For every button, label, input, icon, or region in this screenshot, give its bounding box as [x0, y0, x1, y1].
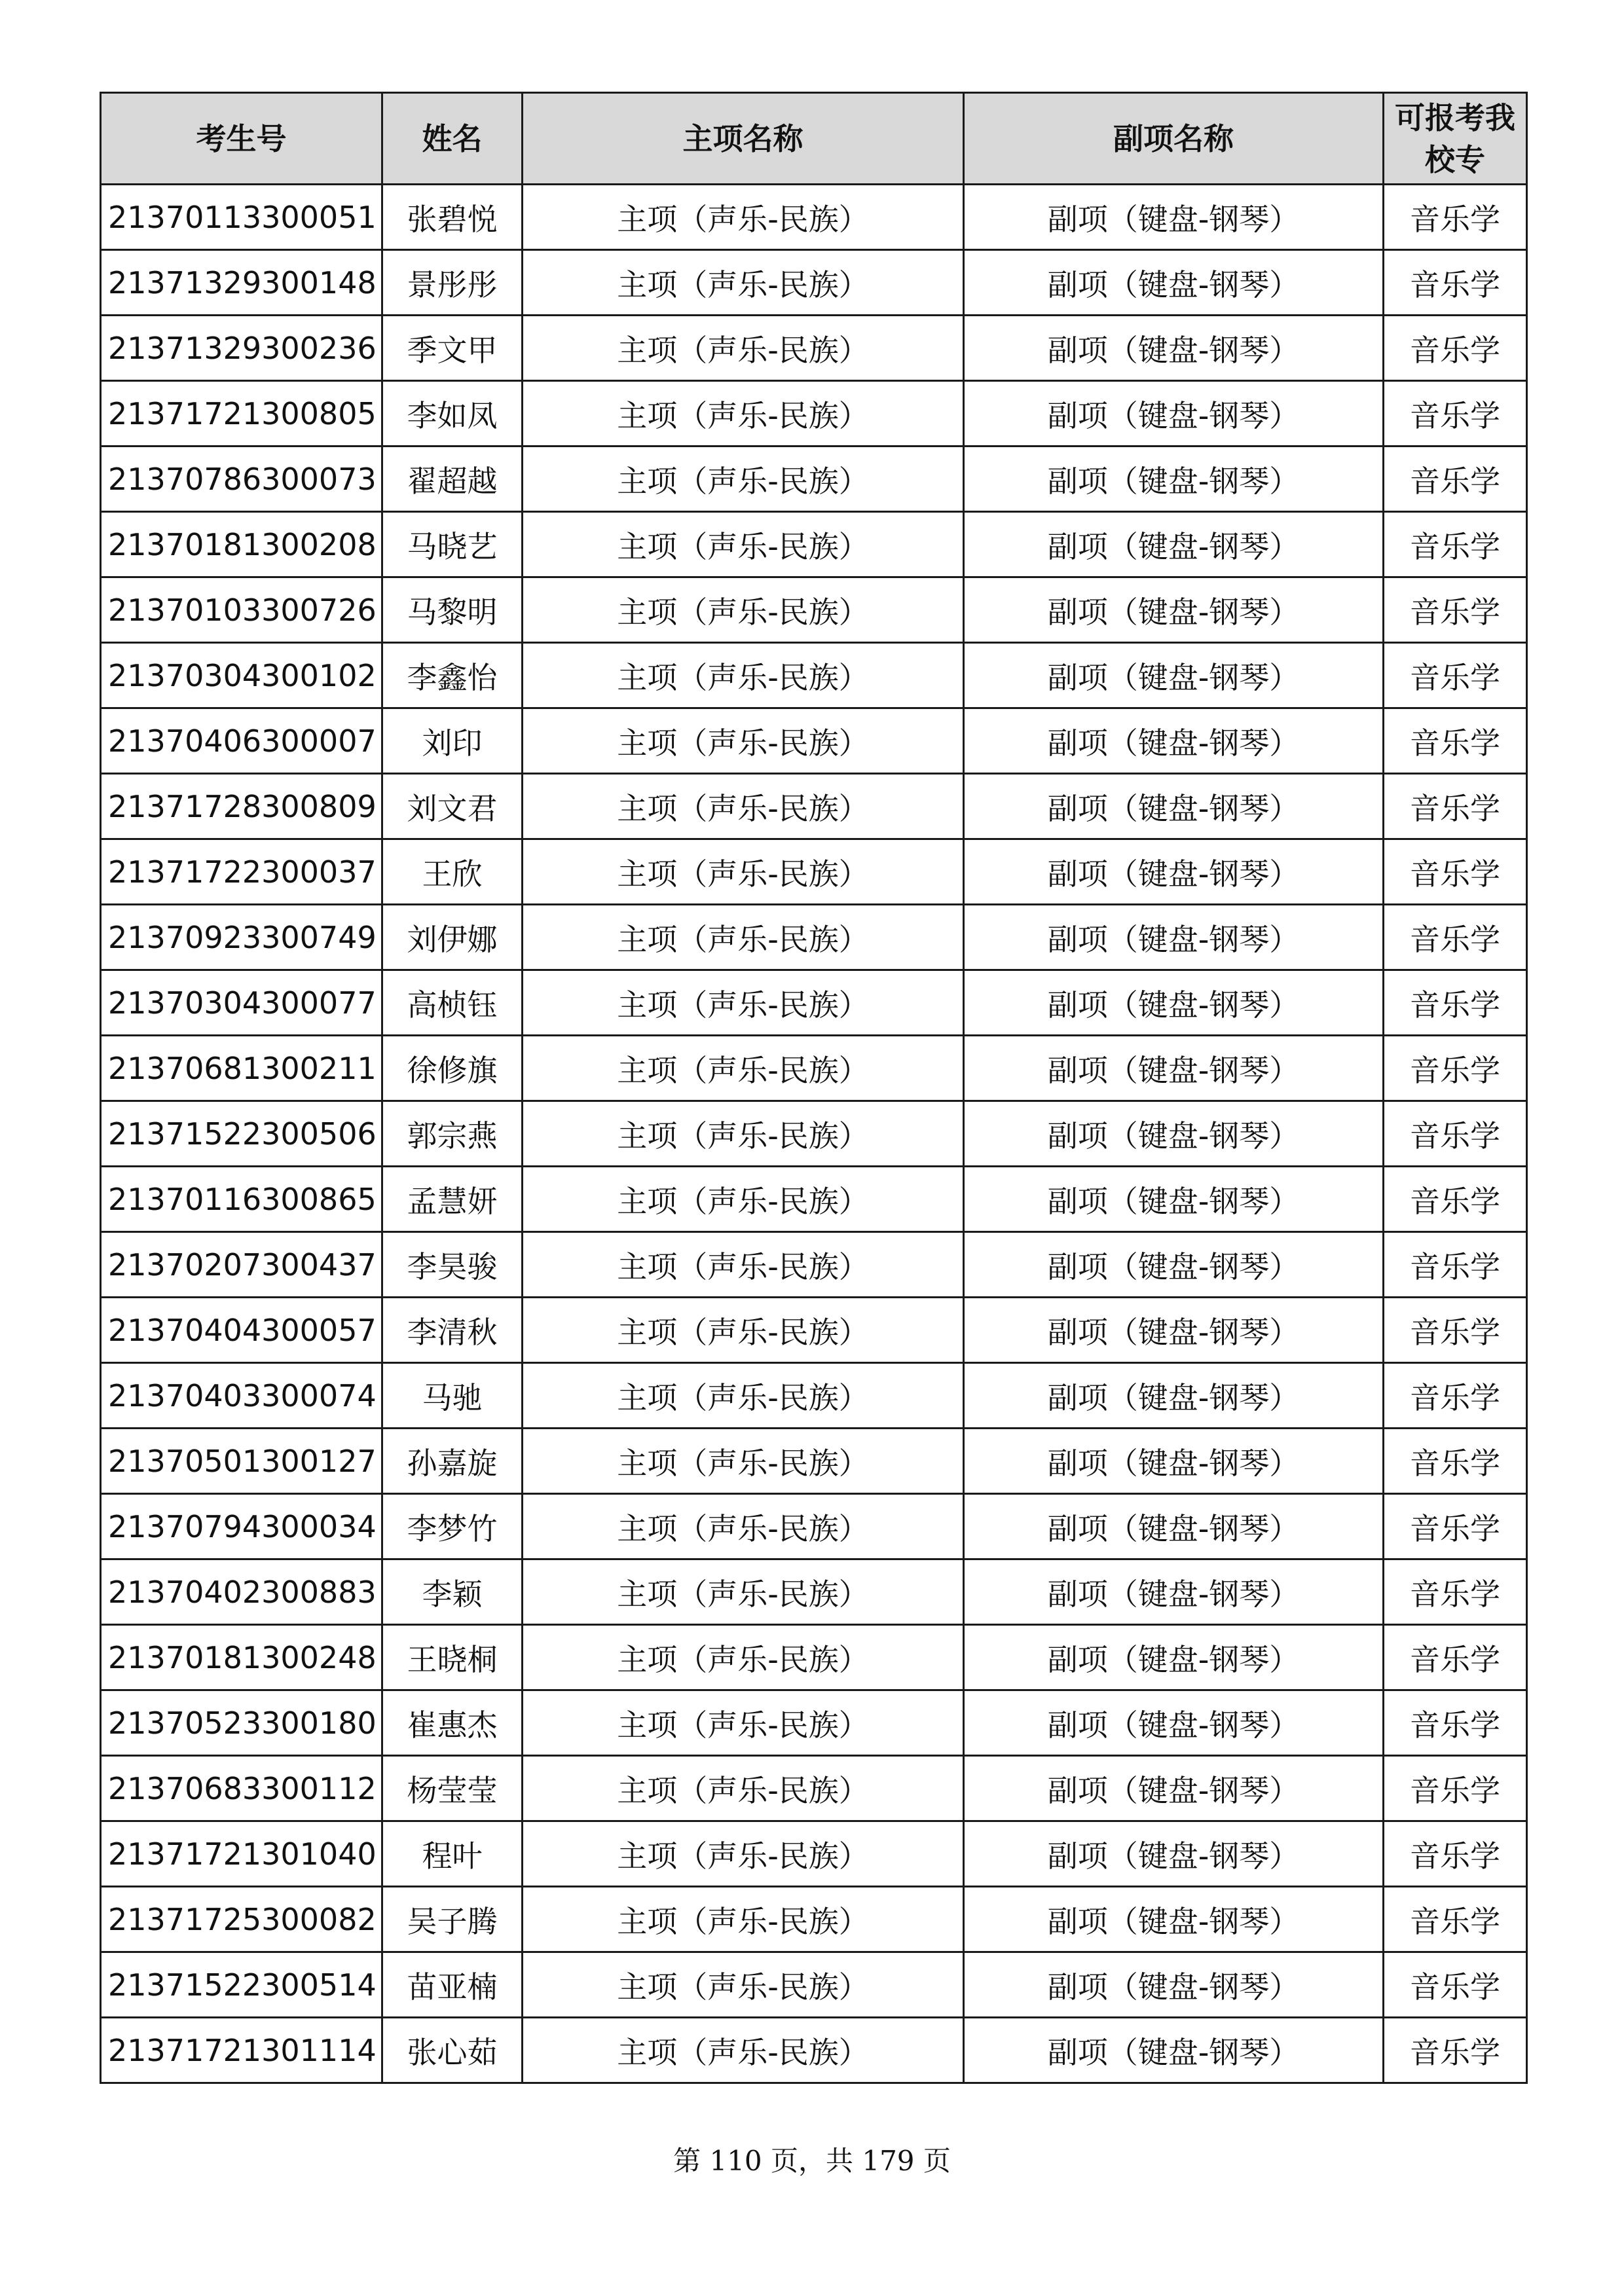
cell-major-item: 主项（声乐-民族）: [523, 577, 964, 643]
table-row: [101, 1821, 1527, 1887]
cell-eligible-major: 音乐学: [1384, 185, 1527, 250]
cell-exam-number: 21370683300112: [101, 1756, 382, 1821]
cell-eligible-major: 音乐学: [1384, 774, 1527, 839]
page-footer: [0, 2140, 1624, 2179]
cell-exam-number: 21371329300148: [101, 250, 382, 316]
cell-major-item: 主项（声乐-民族）: [523, 970, 964, 1036]
cell-minor-item: 副项（键盘-钢琴）: [964, 839, 1384, 905]
cell-eligible-major: 音乐学: [1384, 1887, 1527, 1952]
cell-eligible-major: 音乐学: [1384, 1298, 1527, 1363]
cell-eligible-major: 音乐学: [1384, 1756, 1527, 1821]
cell-exam-number: 21371728300809: [101, 774, 382, 839]
cell-exam-number: 21370501300127: [101, 1429, 382, 1494]
cell-minor-item: 副项（键盘-钢琴）: [964, 970, 1384, 1036]
cell-major-item: 主项（声乐-民族）: [523, 250, 964, 316]
cell-exam-number: 21370404300057: [101, 1298, 382, 1363]
cell-minor-item: 副项（键盘-钢琴）: [964, 1232, 1384, 1298]
cell-major-item: 主项（声乐-民族）: [523, 1363, 964, 1429]
header-name: 姓名: [382, 93, 523, 185]
table-row: [101, 708, 1527, 774]
cell-name: 程叶: [382, 1821, 523, 1887]
cell-name: 张碧悦: [382, 185, 523, 250]
cell-exam-number: 21370116300865: [101, 1167, 382, 1232]
cell-major-item: 主项（声乐-民族）: [523, 2018, 964, 2083]
cell-minor-item: 副项（键盘-钢琴）: [964, 512, 1384, 577]
table-header: [101, 93, 1527, 185]
cell-name: 刘印: [382, 708, 523, 774]
cell-name: 李颖: [382, 1559, 523, 1625]
cell-major-item: 主项（声乐-民族）: [523, 708, 964, 774]
cell-eligible-major: 音乐学: [1384, 1690, 1527, 1756]
cell-major-item: 主项（声乐-民族）: [523, 1690, 964, 1756]
cell-eligible-major: 音乐学: [1384, 2018, 1527, 2083]
cell-eligible-major: 音乐学: [1384, 643, 1527, 708]
cell-major-item: 主项（声乐-民族）: [523, 839, 964, 905]
applicant-table: [100, 92, 1528, 2084]
cell-eligible-major: 音乐学: [1384, 1036, 1527, 1101]
table-row: [101, 250, 1527, 316]
cell-name: 高桢钰: [382, 970, 523, 1036]
cell-eligible-major: 音乐学: [1384, 250, 1527, 316]
cell-minor-item: 副项（键盘-钢琴）: [964, 1101, 1384, 1167]
document-page: [100, 92, 1526, 2084]
cell-major-item: 主项（声乐-民族）: [523, 1429, 964, 1494]
cell-name: 季文甲: [382, 316, 523, 381]
cell-exam-number: 21371721301114: [101, 2018, 382, 2083]
cell-name: 苗亚楠: [382, 1952, 523, 2018]
cell-eligible-major: 音乐学: [1384, 1494, 1527, 1559]
cell-minor-item: 副项（键盘-钢琴）: [964, 1887, 1384, 1952]
cell-minor-item: 副项（键盘-钢琴）: [964, 1429, 1384, 1494]
cell-exam-number: 21370794300034: [101, 1494, 382, 1559]
table-row: [101, 577, 1527, 643]
cell-eligible-major: 音乐学: [1384, 1625, 1527, 1690]
cell-minor-item: 副项（键盘-钢琴）: [964, 1167, 1384, 1232]
cell-exam-number: 21370181300248: [101, 1625, 382, 1690]
table-row: [101, 1036, 1527, 1101]
cell-major-item: 主项（声乐-民族）: [523, 1232, 964, 1298]
cell-minor-item: 副项（键盘-钢琴）: [964, 1559, 1384, 1625]
cell-name: 李清秋: [382, 1298, 523, 1363]
cell-name: 马晓艺: [382, 512, 523, 577]
cell-minor-item: 副项（键盘-钢琴）: [964, 381, 1384, 446]
cell-major-item: 主项（声乐-民族）: [523, 1559, 964, 1625]
page-number-text: 第 110 页，共 179 页: [673, 2145, 951, 2177]
cell-eligible-major: 音乐学: [1384, 1232, 1527, 1298]
cell-name: 马黎明: [382, 577, 523, 643]
cell-eligible-major: 音乐学: [1384, 1821, 1527, 1887]
header-major-item: 主项名称: [523, 93, 964, 185]
cell-exam-number: 21370403300074: [101, 1363, 382, 1429]
table-row: [101, 839, 1527, 905]
table-row: [101, 1887, 1527, 1952]
cell-minor-item: 副项（键盘-钢琴）: [964, 1690, 1384, 1756]
cell-name: 景彤彤: [382, 250, 523, 316]
cell-minor-item: 副项（键盘-钢琴）: [964, 774, 1384, 839]
header-row: [101, 93, 1527, 185]
cell-eligible-major: 音乐学: [1384, 1167, 1527, 1232]
cell-name: 李鑫怡: [382, 643, 523, 708]
cell-name: 翟超越: [382, 446, 523, 512]
cell-major-item: 主项（声乐-民族）: [523, 1167, 964, 1232]
cell-name: 李昊骏: [382, 1232, 523, 1298]
table-row: [101, 905, 1527, 970]
cell-major-item: 主项（声乐-民族）: [523, 512, 964, 577]
cell-major-item: 主项（声乐-民族）: [523, 774, 964, 839]
cell-exam-number: 21371721300805: [101, 381, 382, 446]
cell-minor-item: 副项（键盘-钢琴）: [964, 316, 1384, 381]
cell-name: 吴子腾: [382, 1887, 523, 1952]
table-row: [101, 1690, 1527, 1756]
table-row: [101, 1756, 1527, 1821]
table-row: [101, 185, 1527, 250]
cell-exam-number: 21371725300082: [101, 1887, 382, 1952]
cell-eligible-major: 音乐学: [1384, 381, 1527, 446]
cell-exam-number: 21370786300073: [101, 446, 382, 512]
cell-exam-number: 21371522300506: [101, 1101, 382, 1167]
cell-minor-item: 副项（键盘-钢琴）: [964, 1952, 1384, 2018]
cell-name: 刘伊娜: [382, 905, 523, 970]
table-row: [101, 1429, 1527, 1494]
cell-eligible-major: 音乐学: [1384, 970, 1527, 1036]
cell-eligible-major: 音乐学: [1384, 708, 1527, 774]
cell-exam-number: 21370181300208: [101, 512, 382, 577]
cell-exam-number: 21370103300726: [101, 577, 382, 643]
cell-major-item: 主项（声乐-民族）: [523, 905, 964, 970]
cell-eligible-major: 音乐学: [1384, 1559, 1527, 1625]
cell-major-item: 主项（声乐-民族）: [523, 1821, 964, 1887]
header-exam-number: 考生号: [101, 93, 382, 185]
cell-exam-number: 21370207300437: [101, 1232, 382, 1298]
cell-name: 杨莹莹: [382, 1756, 523, 1821]
cell-minor-item: 副项（键盘-钢琴）: [964, 1494, 1384, 1559]
cell-minor-item: 副项（键盘-钢琴）: [964, 643, 1384, 708]
cell-minor-item: 副项（键盘-钢琴）: [964, 1363, 1384, 1429]
cell-eligible-major: 音乐学: [1384, 577, 1527, 643]
table-row: [101, 1101, 1527, 1167]
cell-exam-number: 21370406300007: [101, 708, 382, 774]
cell-exam-number: 21370113300051: [101, 185, 382, 250]
table-row: [101, 774, 1527, 839]
cell-exam-number: 21370304300077: [101, 970, 382, 1036]
table-row: [101, 1363, 1527, 1429]
cell-minor-item: 副项（键盘-钢琴）: [964, 2018, 1384, 2083]
cell-minor-item: 副项（键盘-钢琴）: [964, 250, 1384, 316]
table-row: [101, 446, 1527, 512]
header-eligible-major: 可报考我校专: [1384, 93, 1527, 185]
cell-exam-number: 21371722300037: [101, 839, 382, 905]
cell-exam-number: 21370923300749: [101, 905, 382, 970]
table-row: [101, 316, 1527, 381]
cell-exam-number: 21370681300211: [101, 1036, 382, 1101]
cell-eligible-major: 音乐学: [1384, 1429, 1527, 1494]
table-row: [101, 512, 1527, 577]
table-row: [101, 643, 1527, 708]
cell-major-item: 主项（声乐-民族）: [523, 1625, 964, 1690]
cell-minor-item: 副项（键盘-钢琴）: [964, 1821, 1384, 1887]
table-row: [101, 1952, 1527, 2018]
cell-major-item: 主项（声乐-民族）: [523, 1298, 964, 1363]
cell-eligible-major: 音乐学: [1384, 839, 1527, 905]
cell-major-item: 主项（声乐-民族）: [523, 1887, 964, 1952]
cell-minor-item: 副项（键盘-钢琴）: [964, 1298, 1384, 1363]
cell-exam-number: 21371721301040: [101, 1821, 382, 1887]
cell-name: 孟慧妍: [382, 1167, 523, 1232]
cell-minor-item: 副项（键盘-钢琴）: [964, 905, 1384, 970]
table-row: [101, 970, 1527, 1036]
cell-exam-number: 21371522300514: [101, 1952, 382, 2018]
table-body: [101, 185, 1527, 2083]
cell-minor-item: 副项（键盘-钢琴）: [964, 185, 1384, 250]
cell-exam-number: 21370402300883: [101, 1559, 382, 1625]
cell-minor-item: 副项（键盘-钢琴）: [964, 1625, 1384, 1690]
cell-name: 张心茹: [382, 2018, 523, 2083]
cell-name: 马驰: [382, 1363, 523, 1429]
cell-name: 李梦竹: [382, 1494, 523, 1559]
cell-eligible-major: 音乐学: [1384, 512, 1527, 577]
cell-minor-item: 副项（键盘-钢琴）: [964, 446, 1384, 512]
table-row: [101, 1298, 1527, 1363]
cell-major-item: 主项（声乐-民族）: [523, 643, 964, 708]
cell-name: 徐修旗: [382, 1036, 523, 1101]
cell-minor-item: 副项（键盘-钢琴）: [964, 577, 1384, 643]
cell-minor-item: 副项（键盘-钢琴）: [964, 1756, 1384, 1821]
cell-eligible-major: 音乐学: [1384, 316, 1527, 381]
cell-name: 王晓桐: [382, 1625, 523, 1690]
table-row: [101, 1559, 1527, 1625]
cell-major-item: 主项（声乐-民族）: [523, 1494, 964, 1559]
cell-exam-number: 21371329300236: [101, 316, 382, 381]
cell-eligible-major: 音乐学: [1384, 905, 1527, 970]
cell-major-item: 主项（声乐-民族）: [523, 1756, 964, 1821]
table-row: [101, 1625, 1527, 1690]
cell-name: 孙嘉旋: [382, 1429, 523, 1494]
cell-eligible-major: 音乐学: [1384, 446, 1527, 512]
table-row: [101, 381, 1527, 446]
header-minor-item: 副项名称: [964, 93, 1384, 185]
cell-exam-number: 21370304300102: [101, 643, 382, 708]
cell-major-item: 主项（声乐-民族）: [523, 1101, 964, 1167]
cell-eligible-major: 音乐学: [1384, 1363, 1527, 1429]
cell-major-item: 主项（声乐-民族）: [523, 446, 964, 512]
cell-name: 郭宗燕: [382, 1101, 523, 1167]
cell-minor-item: 副项（键盘-钢琴）: [964, 708, 1384, 774]
cell-name: 崔惠杰: [382, 1690, 523, 1756]
cell-major-item: 主项（声乐-民族）: [523, 316, 964, 381]
cell-major-item: 主项（声乐-民族）: [523, 1036, 964, 1101]
cell-name: 刘文君: [382, 774, 523, 839]
cell-name: 李如凤: [382, 381, 523, 446]
cell-eligible-major: 音乐学: [1384, 1101, 1527, 1167]
table-row: [101, 1232, 1527, 1298]
cell-major-item: 主项（声乐-民族）: [523, 185, 964, 250]
cell-eligible-major: 音乐学: [1384, 1952, 1527, 2018]
table-row: [101, 1494, 1527, 1559]
table-row: [101, 1167, 1527, 1232]
cell-minor-item: 副项（键盘-钢琴）: [964, 1036, 1384, 1101]
cell-major-item: 主项（声乐-民族）: [523, 381, 964, 446]
cell-name: 王欣: [382, 839, 523, 905]
cell-major-item: 主项（声乐-民族）: [523, 1952, 964, 2018]
table-row: [101, 2018, 1527, 2083]
cell-exam-number: 21370523300180: [101, 1690, 382, 1756]
